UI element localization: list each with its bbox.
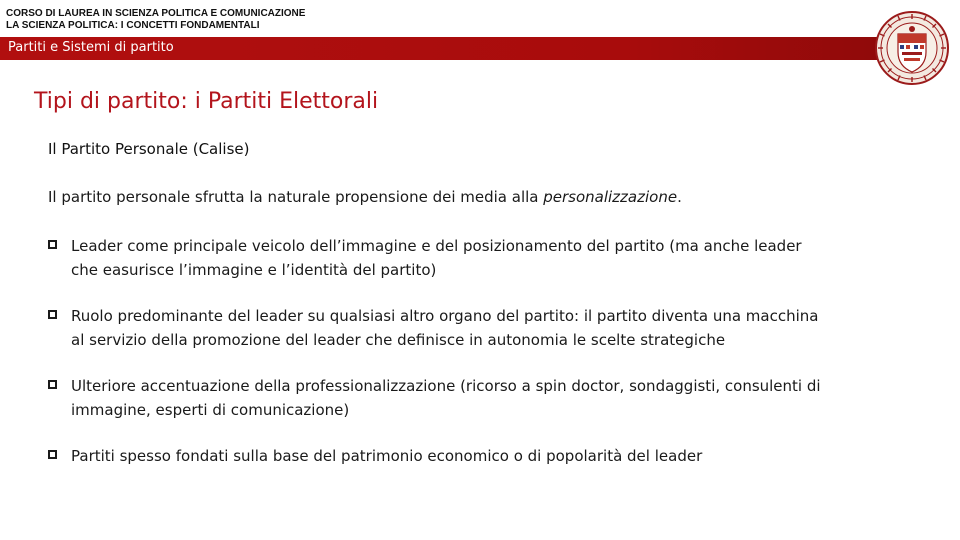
bullet-item xyxy=(48,444,828,468)
bullet-text: Partiti spesso fondati sulla base del patrimonio economico o di popolarità del leader xyxy=(71,447,703,465)
bullet-text: Ulteriore accentuazione della professionalizzazione (ricorso a spin doctor, sondaggisti, consulenti di immagine, esperti di comunicazione) xyxy=(71,377,821,419)
bullet-text: Leader come principale veicolo dell’immagine e del posizionamento del partito (ma anche leader che easurisce l’immagine e l’identità del partito) xyxy=(71,237,802,279)
bullet-item xyxy=(48,374,828,422)
slide-subtitle: Il Partito Personale (Calise) xyxy=(48,140,250,158)
intro-end: . xyxy=(677,188,682,206)
square-bullet-icon xyxy=(48,310,57,319)
university-seal-icon xyxy=(874,10,950,86)
square-bullet-icon xyxy=(48,380,57,389)
square-bullet-icon xyxy=(48,240,57,249)
intro-emphasis: personalizzazione xyxy=(543,188,678,206)
intro-paragraph xyxy=(48,188,682,206)
course-header xyxy=(6,8,305,32)
intro-text: Il partito personale sfrutta la naturale propensione dei media alla xyxy=(48,188,544,206)
bullet-item xyxy=(48,304,828,352)
square-bullet-icon xyxy=(48,450,57,459)
course-header-line1: CORSO DI LAUREA IN SCIENZA POLITICA E COMUNICAZIONE xyxy=(6,8,306,19)
slide-title: Tipi di partito: i Partiti Elettorali xyxy=(34,89,379,114)
bullet-list xyxy=(48,234,828,468)
bullet-text: Ruolo predominante del leader su qualsiasi altro organo del partito: il partito diventa una macchina al servizio della promozione del leader che definisce in autonomia le scelte strategiche xyxy=(71,307,819,349)
section-banner xyxy=(0,37,890,60)
section-label: Partiti e Sistemi di partito xyxy=(8,40,174,55)
bullet-item xyxy=(48,234,828,282)
course-header-line2: LA SCIENZA POLITICA: I CONCETTI FONDAMENTALI xyxy=(6,20,260,31)
